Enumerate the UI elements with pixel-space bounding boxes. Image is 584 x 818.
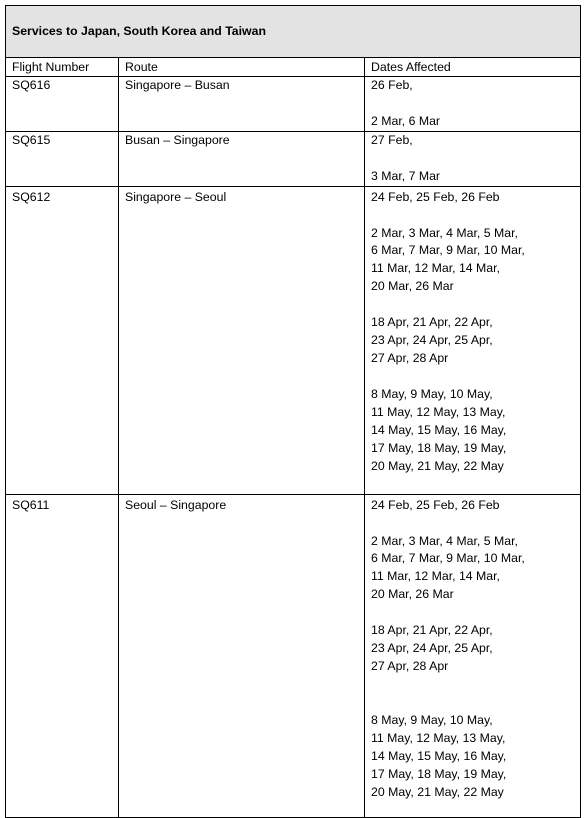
table-title-row xyxy=(6,6,581,58)
table-header-row xyxy=(6,58,581,77)
dates-block: 3 Mar, 7 Mar xyxy=(371,168,441,183)
flight-number-cell: SQ612 xyxy=(6,186,119,494)
dates-block: 2 Mar, 6 Mar xyxy=(371,113,441,128)
dates-block: 24 Feb, 25 Feb, 26 Feb xyxy=(371,497,500,512)
dates-cell xyxy=(365,131,581,186)
table-row xyxy=(6,131,581,186)
dates-block: 27 Feb, xyxy=(371,132,413,147)
dates-block: 8 May, 9 May, 10 May, 11 May, 12 May, 13 May, 14 May, 15 May, 16 May, 17 May, 18 May, 19 May, 20 May, 21 May, 22 May xyxy=(371,386,507,473)
flight-number-cell: SQ611 xyxy=(6,494,119,817)
table-title: Services to Japan, South Korea and Taiwan xyxy=(6,6,581,58)
header-dates-affected: Dates Affected xyxy=(365,58,581,77)
dates-block: 18 Apr, 21 Apr, 22 Apr, 23 Apr, 24 Apr, 25 Apr, 27 Apr, 28 Apr xyxy=(371,623,493,673)
dates-block: 2 Mar, 3 Mar, 4 Mar, 5 Mar, 6 Mar, 7 Mar, 9 Mar, 10 Mar, 11 Mar, 12 Mar, 14 Mar, 20 Mar, 26 Mar xyxy=(371,533,525,602)
header-route: Route xyxy=(119,58,365,77)
table-row xyxy=(6,186,581,494)
header-flight-number: Flight Number xyxy=(6,58,119,77)
route-cell: Singapore – Busan xyxy=(119,77,365,132)
flight-number-cell: SQ615 xyxy=(6,131,119,186)
route-cell: Seoul – Singapore xyxy=(119,494,365,817)
dates-cell xyxy=(365,186,581,494)
dates-cell xyxy=(365,494,581,817)
dates-block: 2 Mar, 3 Mar, 4 Mar, 5 Mar, 6 Mar, 7 Mar, 9 Mar, 10 Mar, 11 Mar, 12 Mar, 14 Mar, 20 Mar, 26 Mar xyxy=(371,225,525,294)
flight-number-cell: SQ616 xyxy=(6,77,119,132)
flight-schedule-table xyxy=(5,5,581,818)
dates-block: 26 Feb, xyxy=(371,78,413,92)
route-cell: Busan – Singapore xyxy=(119,131,365,186)
table-row xyxy=(6,494,581,817)
dates-block: 8 May, 9 May, 10 May, 11 May, 12 May, 13 May, 14 May, 15 May, 16 May, 17 May, 18 May, 19 May, 20 May, 21 May, 22 May xyxy=(371,712,507,799)
route-cell: Singapore – Seoul xyxy=(119,186,365,494)
table-row xyxy=(6,77,581,132)
dates-cell xyxy=(365,77,581,132)
dates-block: 18 Apr, 21 Apr, 22 Apr, 23 Apr, 24 Apr, 25 Apr, 27 Apr, 28 Apr xyxy=(371,315,493,365)
dates-block: 24 Feb, 25 Feb, 26 Feb xyxy=(371,189,500,204)
